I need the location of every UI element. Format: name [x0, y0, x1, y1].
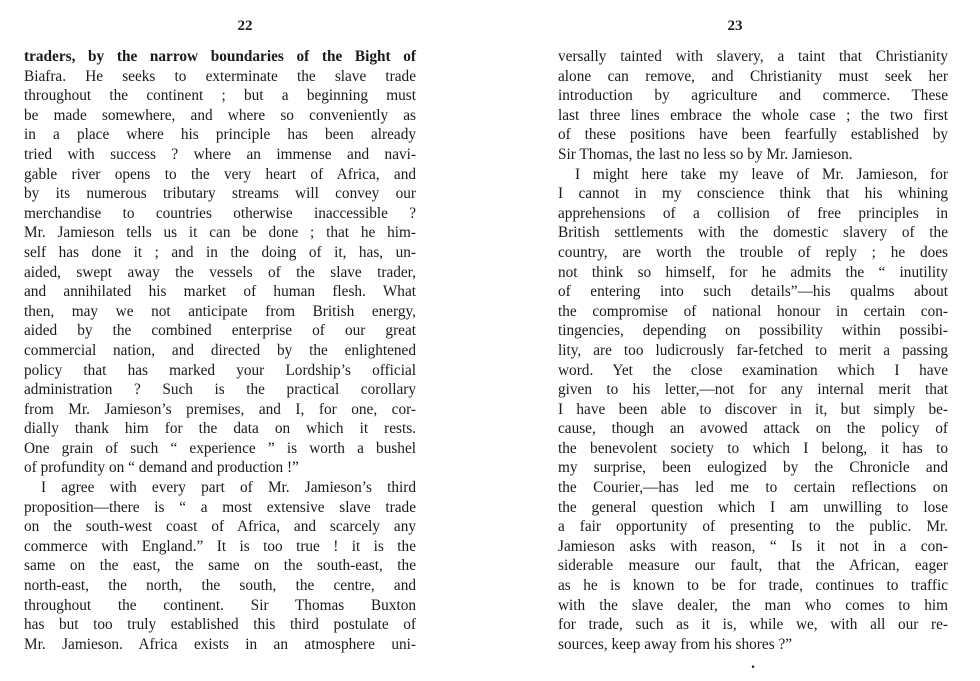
text-line: be made somewhere, and where so conveniently as: [24, 106, 416, 124]
text-line: commercial nation, and directed by the enlightened: [24, 341, 416, 359]
text-line: merchandise to countries otherwise inaccessible ?: [24, 204, 416, 222]
text-line: north-east, the north, the south, the centre, and: [24, 577, 416, 595]
right-page: [490, 0, 980, 681]
text-line: of these positions have been fearfully established by: [558, 126, 948, 144]
text-line: my surprise, been eulogized by the Chronicle and: [558, 459, 948, 477]
text-line: given to his letter,—not for any internal merit that: [558, 381, 948, 399]
text-line: Biafra. He seeks to exterminate the slave trade: [24, 67, 416, 85]
text-line: proposition—there is “ a most extensive slave trade: [24, 498, 416, 516]
text-line: introduction by agriculture and commerce. These: [558, 87, 948, 105]
text-line: country, are worth the trouble of reply ; he does: [558, 243, 948, 261]
text-line: siderable measure our fault, that the African, eager: [558, 557, 948, 575]
text-line: I have been able to discover in it, but simply be-: [558, 400, 948, 418]
text-line: tried with success ? where an immense and navi-: [24, 145, 416, 163]
text-line: I agree with every part of Mr. Jamieson’s third: [41, 479, 416, 497]
text-line: the general question which I am unwilling to lose: [558, 498, 948, 516]
text-line: traders, by the narrow boundaries of the Bight of: [24, 48, 416, 65]
text-line: as he is known to be for trade, continues to traffic: [558, 577, 948, 595]
text-line: Mr. Jamieson tells us it can be done ; that he him-: [24, 224, 416, 242]
text-line: commerce with England.” It is too true ! it is the: [24, 537, 416, 555]
text-line: dially thank him for the data on which it rests.: [24, 420, 416, 438]
text-line: throughout the continent. Sir Thomas Buxton: [24, 596, 416, 614]
text-line: throughout the continent ; but a beginning must: [24, 87, 416, 105]
text-line: from Mr. Jamieson’s premises, and I, for one, cor-: [24, 400, 416, 418]
page-number-right: 23: [727, 18, 743, 34]
text-line: and annihilated his market of human flesh. What: [24, 283, 416, 301]
text-line: last three lines embrace the whole case ; the two first: [558, 106, 948, 124]
text-line: of entering into such details”—his qualms about: [558, 283, 948, 301]
text-line: of profundity on “ demand and production !”: [24, 459, 299, 477]
text-line: policy that has marked your Lordship’s official: [24, 361, 416, 379]
text-line: the compromise of national honour in certain con-: [558, 302, 948, 320]
text-line: I might here take my leave of Mr. Jamieson, for: [575, 165, 948, 183]
text-line: by its numerous tributary streams will convey our: [24, 185, 416, 203]
text-line: Sir Thomas, the last no less so by Mr. Jamieson.: [558, 145, 853, 163]
text-line: cause, though an avowed attack on the policy of: [558, 420, 948, 438]
text-line: Mr. Jamieson. Africa exists in an atmosphere uni-: [24, 635, 416, 653]
text-line: tingencies, depending on possibility within possibi-: [558, 322, 948, 340]
text-line: aided, swept away the vessels of the slave trader,: [24, 263, 416, 281]
text-line: same on the east, the same on the south-east, the: [24, 557, 416, 575]
text-line: for trade, such as it is, while we, with all our re-: [558, 616, 948, 634]
text-line: in a place where his principle has been already: [24, 126, 416, 144]
text-line: word. Yet the close examination which I have: [558, 361, 948, 379]
text-line: on the south-west coast of Africa, and scarcely any: [24, 518, 416, 536]
page-dot: .: [751, 655, 755, 673]
text-line: alone can remove, and Christianity must seek her: [558, 67, 948, 85]
text-line: gable river opens to the very heart of Africa, and: [24, 165, 416, 183]
text-line: apprehensions of a collision of free principles in: [558, 204, 948, 222]
text-line: versally tainted with slavery, a taint that Christianity: [558, 48, 948, 65]
text-line: a fair opportunity of presenting to the public. Mr.: [558, 518, 948, 536]
text-line: the Courier,—has led me to certain reflections on: [558, 479, 948, 497]
left-page-text: [24, 47, 416, 654]
text-line: I cannot in my conscience think that his whining: [558, 185, 948, 203]
right-page-text: [558, 47, 948, 674]
page-number-left: 22: [237, 18, 253, 34]
text-line: not think so himself, for he admits the “ inutility: [558, 263, 948, 281]
text-line: then, may we not anticipate from British energy,: [24, 302, 416, 320]
text-line: aided by the combined enterprise of our great: [24, 322, 416, 340]
text-line: sources, keep away from his shores ?”: [558, 635, 793, 653]
text-line: Jamieson asks with reason, “ Is it not in a con-: [558, 537, 948, 555]
text-line: has but too truly established this third postulate of: [24, 616, 416, 634]
text-line: administration ? Such is the practical corollary: [24, 381, 416, 399]
text-line: One grain of such “ experience ” is worth a bushel: [24, 439, 416, 457]
text-line: with the slave dealer, the man who comes to him: [558, 596, 948, 614]
text-line: the benevolent society to which I belong, it has to: [558, 439, 948, 457]
text-line: self has done it ; and in the doing of it, has, un-: [24, 243, 416, 261]
text-line: British settlements with the domestic slavery of the: [558, 224, 948, 242]
text-line: lity, are too ludicrously far-fetched to merit a passing: [558, 341, 948, 359]
